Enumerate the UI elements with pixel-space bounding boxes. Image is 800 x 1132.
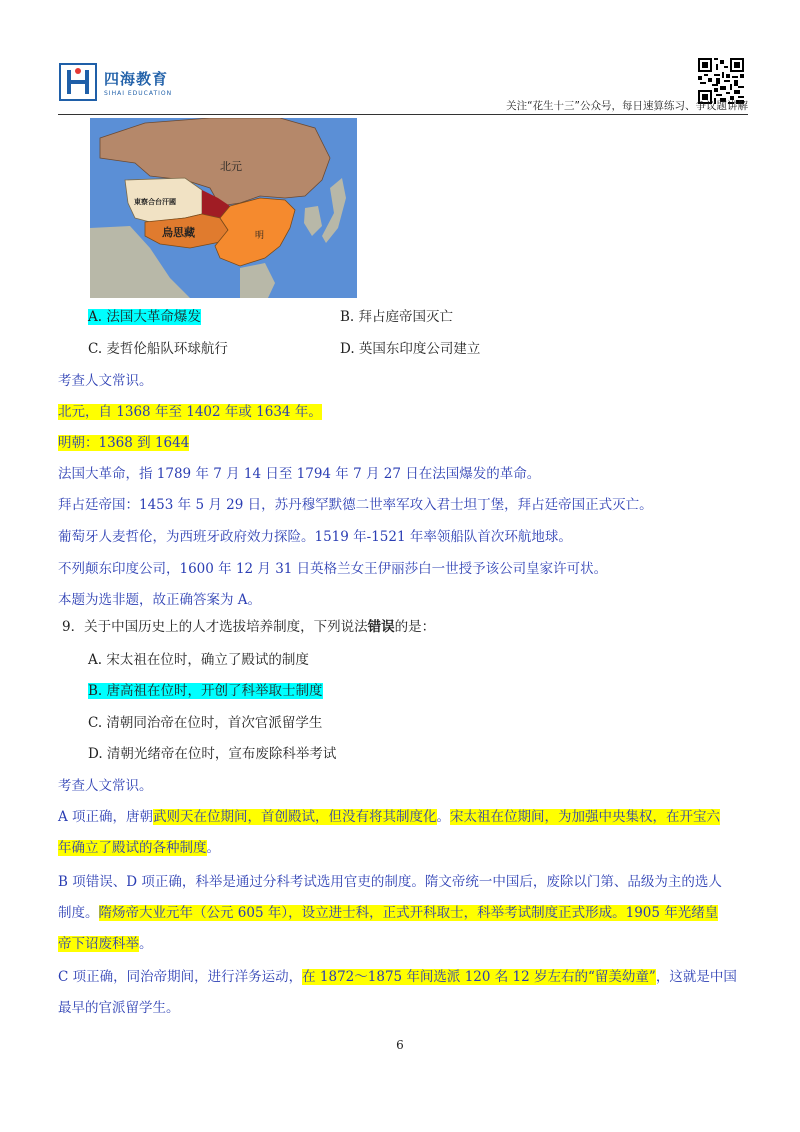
expl8-line-2-text: 北元，自 1368 年至 1402 年或 1634 年。 xyxy=(58,404,322,420)
logo-icon xyxy=(58,62,98,102)
expl9-a-end: 。 xyxy=(206,840,220,856)
expl9-c-line-1 xyxy=(58,966,737,988)
label-ucang: 烏思藏 xyxy=(162,226,195,239)
label-north-yuan: 北元 xyxy=(220,160,242,173)
expl9-b-line-3 xyxy=(58,933,153,955)
q9-stem-bold: 错误 xyxy=(367,619,395,635)
q9-option-a: A. 宋太祖在位时，确立了殿试的制度 xyxy=(88,652,309,668)
q8-option-c: C. 麦哲伦船队环球航行 xyxy=(88,341,228,357)
q9-option-b-text: B. 唐高祖在位时，开创了科举取士制度 xyxy=(88,683,323,699)
historical-map xyxy=(90,118,357,298)
expl9-line-1: 考查人文常识。 xyxy=(58,778,153,794)
q9-stem-pre: 9．关于中国历史上的人才选拔培养制度，下列说法 xyxy=(62,619,368,635)
q9-option-c: C. 清朝同治帝在位时，首次官派留学生 xyxy=(88,715,323,731)
q9-stem-post: 的是： xyxy=(394,619,436,635)
expl9-c-hl: 在 1872～1875 年间选派 120 名 12 岁左右的“留美幼童” xyxy=(302,969,656,985)
expl8-line-4: 法国大革命，指 1789 年 7 月 14 日至 1794 年 7 月 27 日在法国爆发的革命。 xyxy=(58,466,541,482)
q9-option-b xyxy=(88,680,323,702)
expl9-a-mid: 。 xyxy=(436,809,451,825)
expl9-a-pre: A 项正确，唐朝 xyxy=(58,809,154,825)
expl8-line-8: 本题为选非题，故正确答案为 A。 xyxy=(58,592,262,608)
expl8-line-3-text: 明朝：1368 到 1644 xyxy=(58,435,190,451)
page-number: 6 xyxy=(396,1038,404,1052)
q8-option-b: B. 拜占庭帝国灭亡 xyxy=(340,309,454,325)
expl8-line-7: 不列颠东印度公司，1600 年 12 月 31 日英格兰女王伊丽莎白一世授予该公司皇家许可状。 xyxy=(58,561,608,577)
expl9-c-pre: C 项正确，同治帝期间，进行洋务运动， xyxy=(58,969,303,985)
logo-subtitle: SIHAI EDUCATION xyxy=(104,89,173,97)
expl8-line-3 xyxy=(58,432,189,454)
expl9-b-line-2 xyxy=(58,902,718,924)
expl9-b-hl2: 帝下诏废科举 xyxy=(58,936,139,952)
header-slogan: 关注“花生十三”公众号，每日速算练习、争议题讲解 xyxy=(506,100,748,112)
logo-name: 四海教育 xyxy=(104,69,169,88)
expl8-line-6: 葡萄牙人麦哲伦，为西班牙政府效力探险。1519 年-1521 年率领船队首次环航地球。 xyxy=(58,529,572,545)
expl9-a-line-2 xyxy=(58,837,220,859)
label-ming: 明 xyxy=(255,231,265,241)
q8-option-a-text: A. 法国大革命爆发 xyxy=(88,309,201,325)
expl8-line-1: 考查人文常识。 xyxy=(58,373,153,389)
q9-stem xyxy=(62,616,435,638)
expl9-b-hl1: 隋炀帝大业元年（公元 605 年），设立进士科，正式开科取士，科举考试制度正式形成。1905 年光绪皇 xyxy=(98,905,719,921)
expl9-c-line-2: 最早的官派留学生。 xyxy=(58,1000,180,1016)
logo xyxy=(58,62,172,102)
page-header xyxy=(58,50,748,114)
label-east-chagatai: 東察合台汗國 xyxy=(134,197,176,206)
q9-option-d: D. 清朝光绪帝在位时，宣布废除科举考试 xyxy=(88,746,337,762)
expl9-b-pre: 制度。 xyxy=(58,905,99,921)
expl9-a-hl2: 宋太祖在位期间，为加强中央集权，在开宝六 xyxy=(450,809,721,825)
expl9-b-line-1: B 项错误、D 项正确，科举是通过分科考试选用官吏的制度。隋文帝统一中国后，废除以门第、品级为主的选人 xyxy=(58,874,722,890)
expl9-a-hl3: 年确立了殿试的各种制度 xyxy=(58,840,207,856)
expl9-b-end: 。 xyxy=(139,936,153,952)
expl8-line-2 xyxy=(58,401,322,423)
expl8-line-5: 拜占廷帝国：1453 年 5 月 29 日，苏丹穆罕默德二世率军攻入君士坦丁堡，拜占廷帝国正式灭亡。 xyxy=(58,497,653,513)
header-divider xyxy=(58,114,748,115)
q8-option-d: D. 英国东印度公司建立 xyxy=(340,341,481,357)
q8-option-a xyxy=(88,306,201,328)
expl9-a-line-1 xyxy=(58,806,720,828)
expl9-c-post: ，这就是中国 xyxy=(655,969,737,985)
expl9-a-hl1: 武则天在位期间，首创殿试，但没有将其制度化 xyxy=(153,809,437,825)
